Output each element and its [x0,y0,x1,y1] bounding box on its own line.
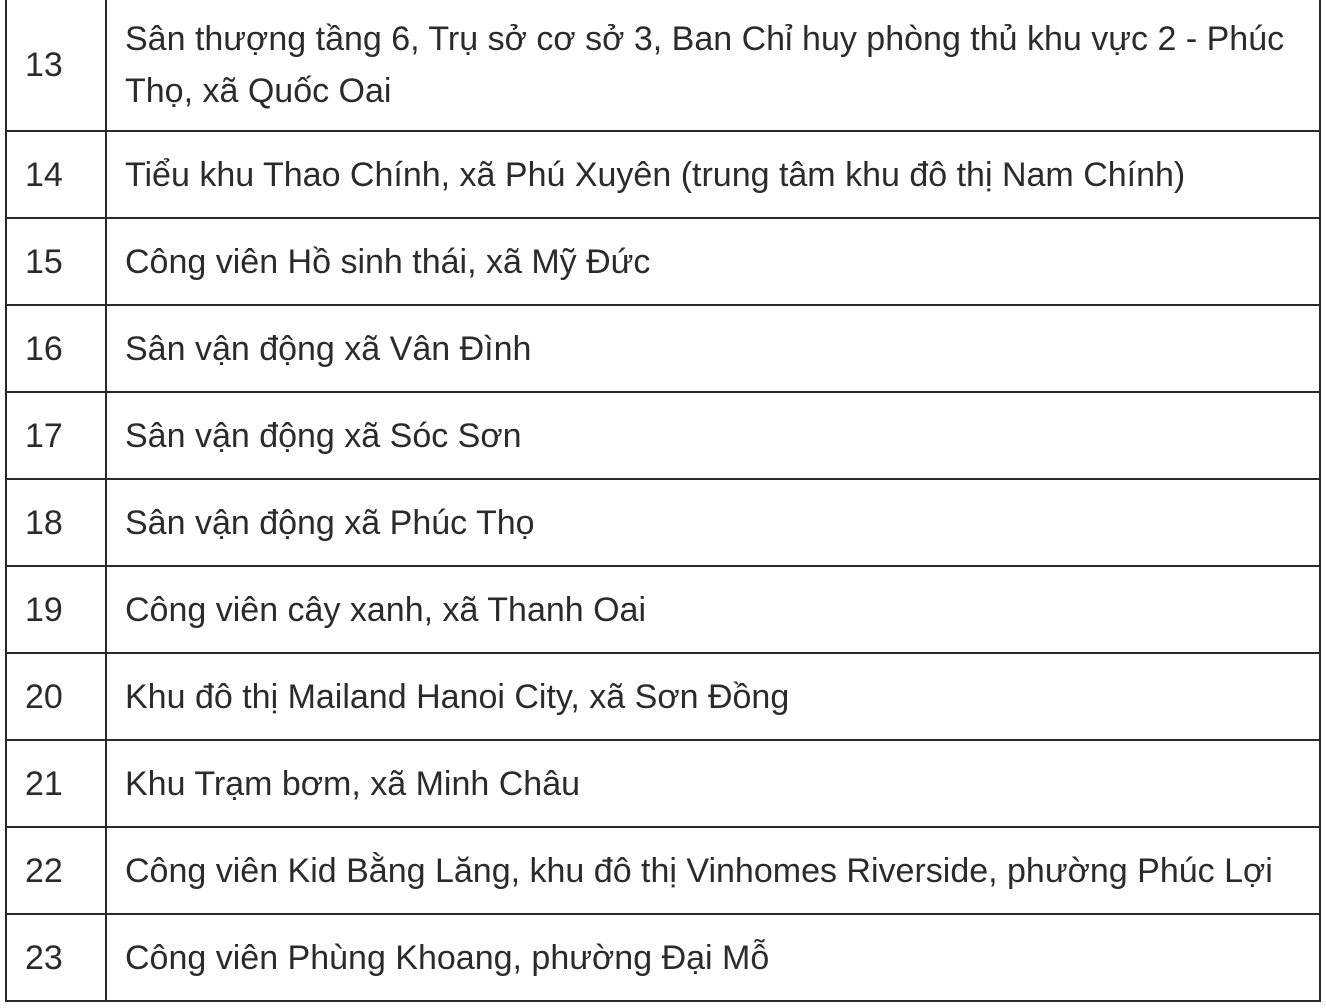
row-number: 21 [6,740,106,827]
table-row [6,479,1320,566]
row-number: 15 [6,218,106,305]
row-location: Khu Trạm bơm, xã Minh Châu [106,740,1320,827]
row-number: 23 [6,914,106,1001]
table-row [6,0,1320,131]
row-location: Công viên Phùng Khoang, phường Đại Mỗ [106,914,1320,1001]
table-row [6,653,1320,740]
row-location: Sân vận động xã Phúc Thọ [106,479,1320,566]
row-number: 22 [6,827,106,914]
locations-table [5,0,1321,1002]
row-location: Tiểu khu Thao Chính, xã Phú Xuyên (trung tâm khu đô thị Nam Chính) [106,131,1320,218]
table-row [6,914,1320,1001]
table-row [6,305,1320,392]
row-number: 16 [6,305,106,392]
row-number: 14 [6,131,106,218]
locations-table-container [5,0,1321,1002]
table-row [6,827,1320,914]
row-number: 18 [6,479,106,566]
table-row [6,566,1320,653]
row-number: 17 [6,392,106,479]
row-location: Sân vận động xã Sóc Sơn [106,392,1320,479]
row-number: 13 [6,0,106,131]
row-number: 19 [6,566,106,653]
row-location: Công viên Hồ sinh thái, xã Mỹ Đức [106,218,1320,305]
row-location: Công viên cây xanh, xã Thanh Oai [106,566,1320,653]
table-row [6,218,1320,305]
table-row [6,740,1320,827]
row-number: 20 [6,653,106,740]
row-location: Sân thượng tầng 6, Trụ sở cơ sở 3, Ban Chỉ huy phòng thủ khu vực 2 - Phúc Thọ, xã Quốc Oai [106,0,1320,131]
row-location: Công viên Kid Bằng Lăng, khu đô thị Vinhomes Riverside, phường Phúc Lợi [106,827,1320,914]
table-row [6,131,1320,218]
table-row [6,392,1320,479]
row-location: Khu đô thị Mailand Hanoi City, xã Sơn Đồng [106,653,1320,740]
row-location: Sân vận động xã Vân Đình [106,305,1320,392]
